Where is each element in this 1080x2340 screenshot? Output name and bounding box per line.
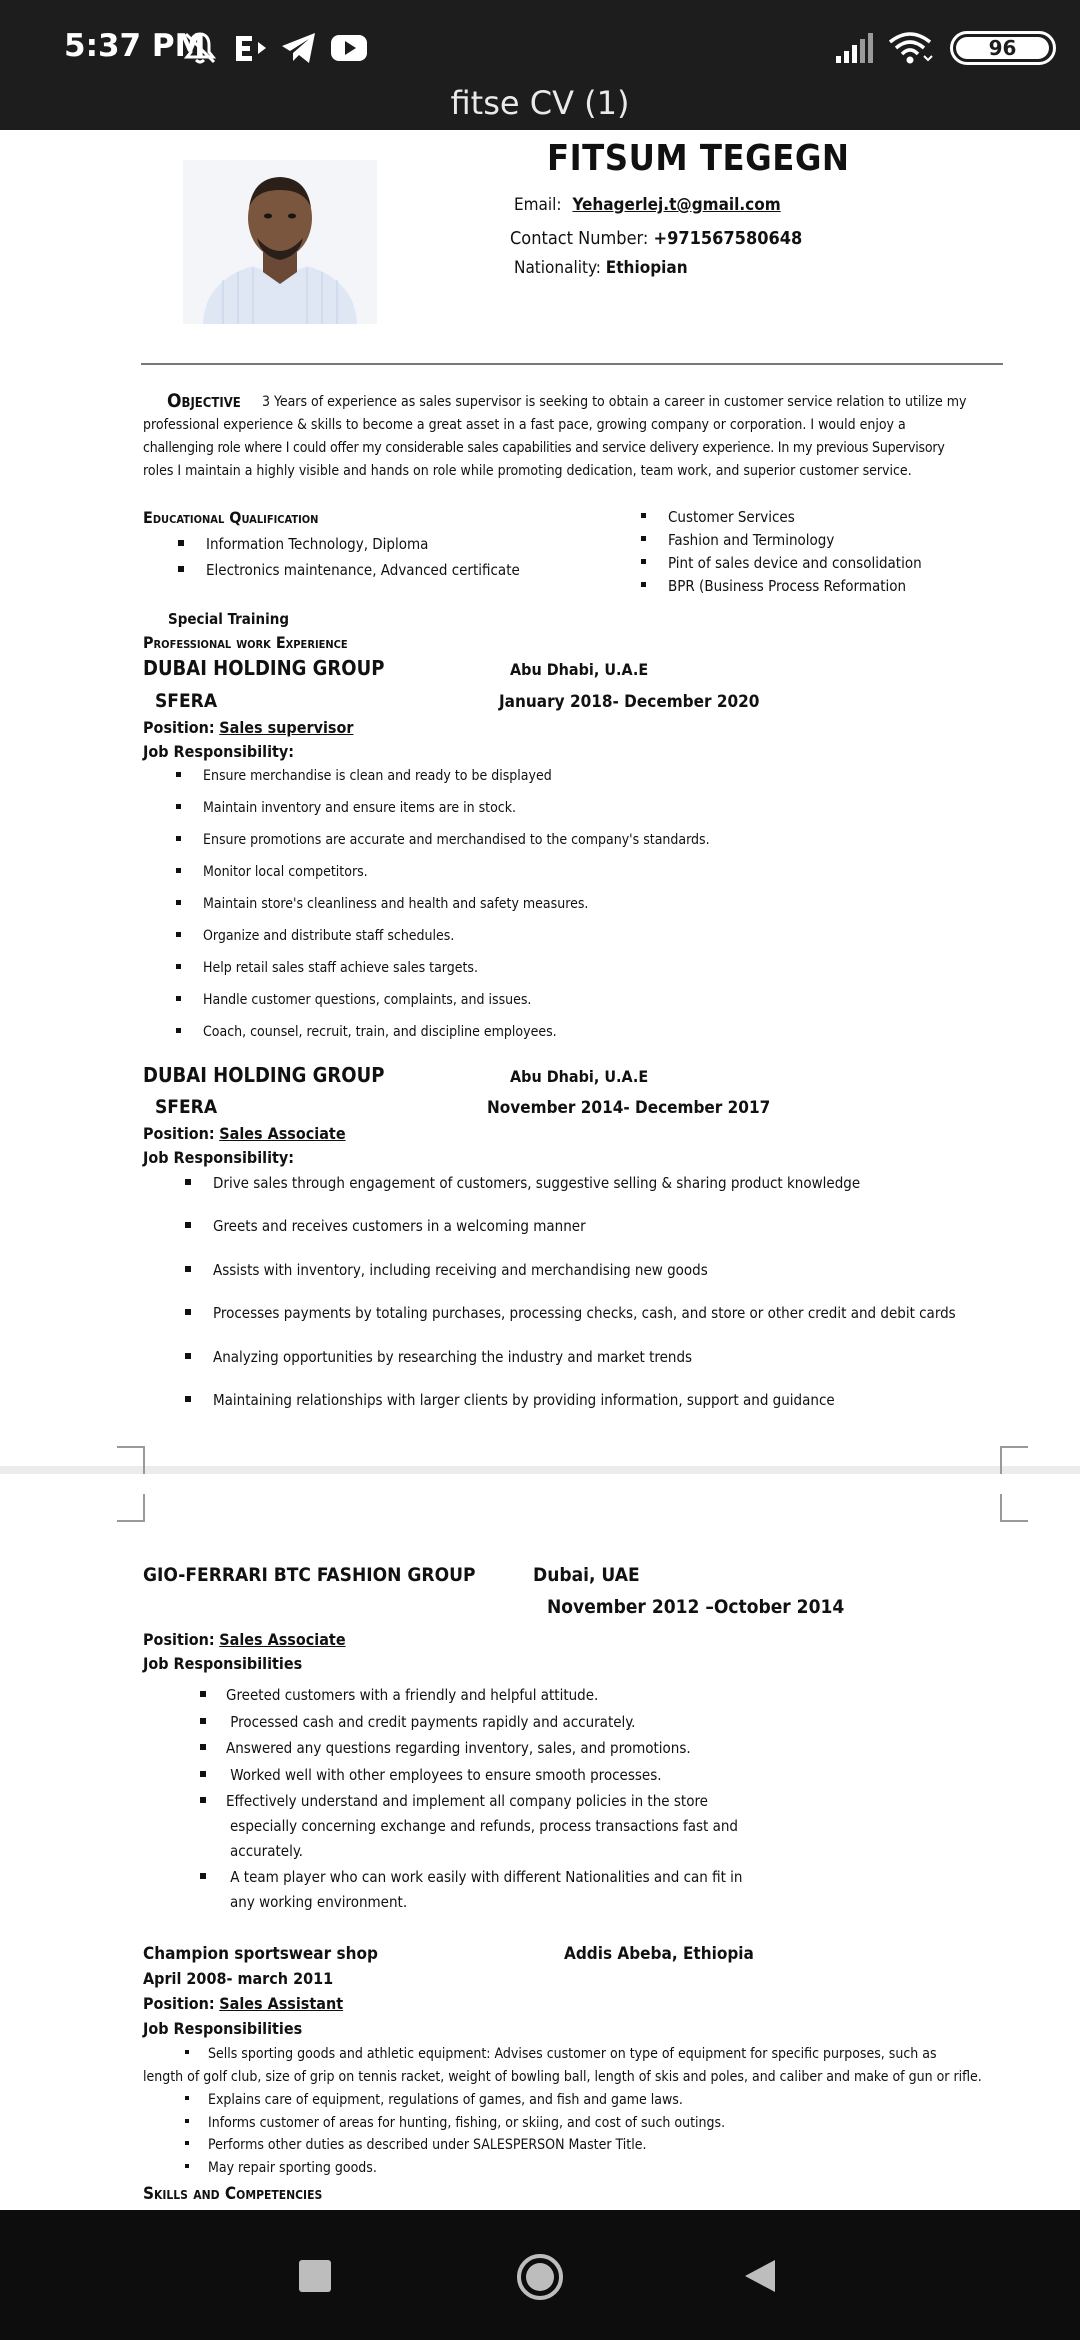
job3-item-text: Effectively understand and implement all company policies in the store (226, 1792, 708, 1810)
wifi-icon (888, 28, 934, 68)
skill-item-text: Fashion and Terminology (668, 531, 835, 549)
bullet-icon (185, 1266, 191, 1272)
profile-photo (183, 160, 377, 324)
job1-item (176, 896, 588, 912)
job3-item (200, 1766, 662, 1784)
skill-item (641, 554, 922, 572)
objective-label: Objective (167, 390, 241, 412)
skill-item-text: Customer Services (668, 508, 795, 526)
bell-off-icon (182, 28, 218, 68)
job3-item-text: Greeted customers with a friendly and helpful attitude. (226, 1686, 599, 1704)
job2-item (185, 1348, 692, 1366)
education-item-text: Information Technology, Diploma (206, 535, 429, 553)
position-value: Sales Associate (219, 1630, 346, 1649)
skills-label: Skills and Competencies (143, 2184, 323, 2204)
job3-item (200, 1792, 708, 1810)
objective-line-1: 3 Years of experience as sales supervisor is seeking to obtain a career in customer service relation to utilize my (262, 394, 967, 410)
document-page-1[interactable] (0, 130, 1080, 1466)
bullet-icon (185, 2050, 189, 2054)
nationality-value: Ethiopian (605, 258, 688, 278)
telegram-icon (280, 28, 318, 68)
job4-item-text: Performs other duties as described under SALESPERSON Master Title. (208, 2137, 647, 2153)
position-label: Position: (143, 1994, 215, 2013)
position-label: Position: (143, 1630, 215, 1649)
job2-item-text: Assists with inventory, including receiving and merchandising new goods (213, 1261, 708, 1279)
job1-item-text: Maintain inventory and ensure items are in stock. (203, 800, 517, 816)
bullet-icon (176, 868, 181, 873)
job1-item (176, 1024, 557, 1040)
skill-item (641, 577, 906, 595)
e-arrow-icon (232, 28, 272, 68)
email-link[interactable]: Yehagerlej.t@gmail.com (572, 195, 781, 215)
job1-item-text: Help retail sales staff achieve sales targets. (203, 960, 478, 976)
bullet-icon (641, 536, 646, 541)
position-label: Position: (143, 1124, 215, 1143)
navigation-bar (0, 2210, 1080, 2340)
status-bar (0, 0, 1080, 96)
battery-level: 96 (956, 37, 1049, 59)
job4-item (185, 2115, 725, 2131)
bullet-icon (200, 1718, 206, 1724)
job1-item-text: Monitor local competitors. (203, 864, 368, 880)
job1-item (176, 800, 516, 816)
job2-item-text: Maintaining relationships with larger clients by providing information, support and guidance (213, 1391, 835, 1409)
job2-dates: November 2014- December 2017 (487, 1098, 771, 1118)
bullet-icon (176, 772, 181, 777)
job3-item (200, 1686, 598, 1704)
bullet-icon (178, 540, 184, 546)
position-value: Sales supervisor (219, 718, 354, 737)
job4-item (185, 2137, 646, 2153)
job2-item (185, 1217, 586, 1235)
job2-item (185, 1391, 835, 1409)
bullet-icon (641, 559, 646, 564)
job3-position-row (143, 1630, 346, 1649)
job2-item (185, 1174, 860, 1192)
job1-dates: January 2018- December 2020 (499, 692, 760, 712)
job2-item-text: Analyzing opportunities by researching the industry and market trends (213, 1348, 693, 1366)
objective-line-4: roles I maintain a highly visible and hands on role while promoting dedication, team work, and superior customer service. (143, 463, 912, 479)
job3-company: GIO-FERRARI BTC FASHION GROUP (143, 1564, 476, 1586)
job3-item-text: Worked well with other employees to ensure smooth processes. (226, 1766, 662, 1784)
bullet-icon (200, 1873, 206, 1879)
job3-item-text: A team player who can work easily with different Nationalities and can fit in (226, 1868, 743, 1886)
position-label: Position: (143, 718, 215, 737)
job1-item (176, 768, 552, 784)
job4-location: Addis Abeba, Ethiopia (564, 1944, 754, 1964)
job2-item (185, 1304, 956, 1322)
job1-item (176, 928, 454, 944)
email-label: Email: (514, 195, 562, 215)
job1-responsibility-label: Job Responsibility: (143, 742, 295, 761)
job1-item-text: Ensure merchandise is clean and ready to be displayed (203, 768, 552, 784)
job4-item (185, 2160, 377, 2176)
education-item (178, 561, 520, 579)
page-corner-mark (117, 1494, 145, 1522)
back-triangle-icon[interactable] (741, 2256, 781, 2296)
document-title: fitse CV (1) (450, 84, 630, 122)
job4-item (185, 2046, 937, 2062)
bullet-icon (185, 1353, 191, 1359)
job3-responsibility-label: Job Responsibilities (143, 1654, 303, 1673)
recents-square-icon[interactable] (299, 2260, 331, 2292)
job3-item-continuation: accurately. (230, 1842, 303, 1860)
contact-row (510, 228, 802, 249)
email-row (514, 195, 781, 215)
job2-location: Abu Dhabi, U.A.E (510, 1067, 649, 1086)
job2-item-text: Processes payments by totaling purchases, processing checks, cash, and store or other credit and debit cards (213, 1304, 956, 1322)
objective-line-2: professional experience & skills to become a great asset in a fast pace, growing company or corporation. I would enjoy a (143, 417, 906, 433)
youtube-icon (330, 28, 368, 68)
bullet-icon (641, 513, 646, 518)
job2-item-text: Greets and receives customers in a welcoming manner (213, 1217, 586, 1235)
contact-label: Contact Number: (510, 228, 649, 249)
job2-item (185, 1261, 708, 1279)
page-corner-mark (117, 1446, 145, 1474)
battery-icon (950, 31, 1056, 65)
status-time: 5:37 PM (64, 28, 206, 64)
job1-location: Abu Dhabi, U.A.E (510, 660, 649, 679)
job4-responsibility-label: Job Responsibilities (143, 2019, 303, 2038)
job2-company: DUBAI HOLDING GROUP (143, 1063, 385, 1087)
job4-item-text: Explains care of equipment, regulations of games, and fish and game laws. (208, 2092, 683, 2108)
job3-item-continuation: any working environment. (230, 1893, 408, 1911)
job1-position-row (143, 718, 353, 737)
skill-item (641, 531, 834, 549)
bullet-icon (176, 900, 181, 905)
job3-item-continuation: especially concerning exchange and refunds, process transactions fast and (230, 1817, 738, 1835)
bullet-icon (200, 1691, 206, 1697)
bullet-icon (200, 1797, 206, 1803)
work-experience-label: Professional work Experience (143, 633, 348, 652)
bullet-icon (178, 566, 184, 572)
job2-item-text: Drive sales through engagement of customers, suggestive selling & sharing product knowledge (213, 1174, 861, 1192)
job1-item (176, 832, 710, 848)
bullet-icon (185, 1222, 191, 1228)
bullet-icon (176, 964, 181, 969)
skill-item-text: BPR (Business Process Reformation (668, 577, 907, 595)
document-page-2[interactable] (0, 1474, 1080, 2210)
skill-item-text: Pint of sales device and consolidation (668, 554, 922, 572)
bullet-icon (185, 2119, 189, 2123)
contact-number: +971567580648 (653, 228, 803, 249)
job3-item (200, 1739, 691, 1757)
cv-name: FITSUM TEGEGN (547, 138, 850, 179)
job1-unit: SFERA (155, 690, 218, 712)
page-corner-mark (1000, 1446, 1028, 1474)
job2-position-row (143, 1124, 346, 1143)
education-label: Educational Qualification (143, 508, 319, 527)
bullet-icon (641, 582, 646, 587)
bullet-icon (185, 2141, 189, 2145)
job4-position-row (143, 1994, 343, 2013)
signal-icon (834, 28, 876, 68)
job2-unit: SFERA (155, 1096, 218, 1118)
skill-item (641, 508, 795, 526)
bullet-icon (185, 2096, 189, 2100)
job4-company: Champion sportswear shop (143, 1944, 378, 1964)
bullet-icon (200, 1744, 206, 1750)
job4-item (185, 2092, 683, 2108)
bullet-icon (185, 1396, 191, 1402)
job4-item-text: Informs customer of areas for hunting, fishing, or skiing, and cost of such outings. (208, 2115, 726, 2131)
education-item (178, 535, 428, 553)
special-training-label: Special Training (168, 610, 290, 628)
bullet-icon (200, 1771, 206, 1777)
bullet-icon (185, 2164, 189, 2168)
nationality-label: Nationality: (514, 258, 601, 278)
bullet-icon (176, 996, 181, 1001)
bullet-icon (185, 1309, 191, 1315)
job3-dates: November 2012 –October 2014 (547, 1596, 845, 1618)
bullet-icon (176, 836, 181, 841)
job3-item (200, 1713, 635, 1731)
education-item-text: Electronics maintenance, Advanced certificate (206, 561, 520, 579)
bullet-icon (176, 804, 181, 809)
position-value: Sales Associate (219, 1124, 346, 1143)
job4-item-text: May repair sporting goods. (208, 2160, 377, 2176)
job1-item (176, 864, 368, 880)
job1-item-text: Maintain store's cleanliness and health and safety measures. (203, 896, 589, 912)
bullet-icon (176, 1028, 181, 1033)
page-corner-mark (1000, 1494, 1028, 1522)
bullet-icon (185, 1179, 191, 1185)
position-value: Sales Assistant (219, 1994, 344, 2013)
objective-line-3: challenging role where I could offer my considerable sales capabilities and service delivery experience. In my previous Supervisory (143, 440, 945, 456)
nationality-row (514, 258, 688, 278)
job2-responsibility-label: Job Responsibility: (143, 1148, 295, 1167)
job3-location: Dubai, UAE (533, 1564, 640, 1586)
job1-item-text: Coach, counsel, recruit, train, and discipline employees. (203, 1024, 557, 1040)
job3-item-text: Answered any questions regarding inventory, sales, and promotions. (226, 1739, 691, 1757)
job1-item (176, 992, 531, 1008)
bullet-icon (176, 932, 181, 937)
job3-item (200, 1868, 742, 1886)
job1-item (176, 960, 478, 976)
job1-item-text: Ensure promotions are accurate and merchandised to the company's standards. (203, 832, 710, 848)
job1-item-text: Handle customer questions, complaints, and issues. (203, 992, 532, 1008)
job3-item-text: Processed cash and credit payments rapidly and accurately. (226, 1713, 636, 1731)
job4-dates: April 2008- march 2011 (143, 1969, 334, 1988)
home-circle-icon[interactable] (515, 2252, 565, 2302)
job4-item-text: Sells sporting goods and athletic equipment: Advises customer on type of equipment for specific purposes, such as (208, 2046, 937, 2062)
job1-item-text: Organize and distribute staff schedules. (203, 928, 455, 944)
job4-item-continuation: length of golf club, size of grip on tennis racket, weight of bowling ball, length of skis and poles, and caliber and make of gun or rifle. (143, 2069, 982, 2085)
job1-company: DUBAI HOLDING GROUP (143, 656, 385, 680)
header-divider (141, 363, 1003, 365)
